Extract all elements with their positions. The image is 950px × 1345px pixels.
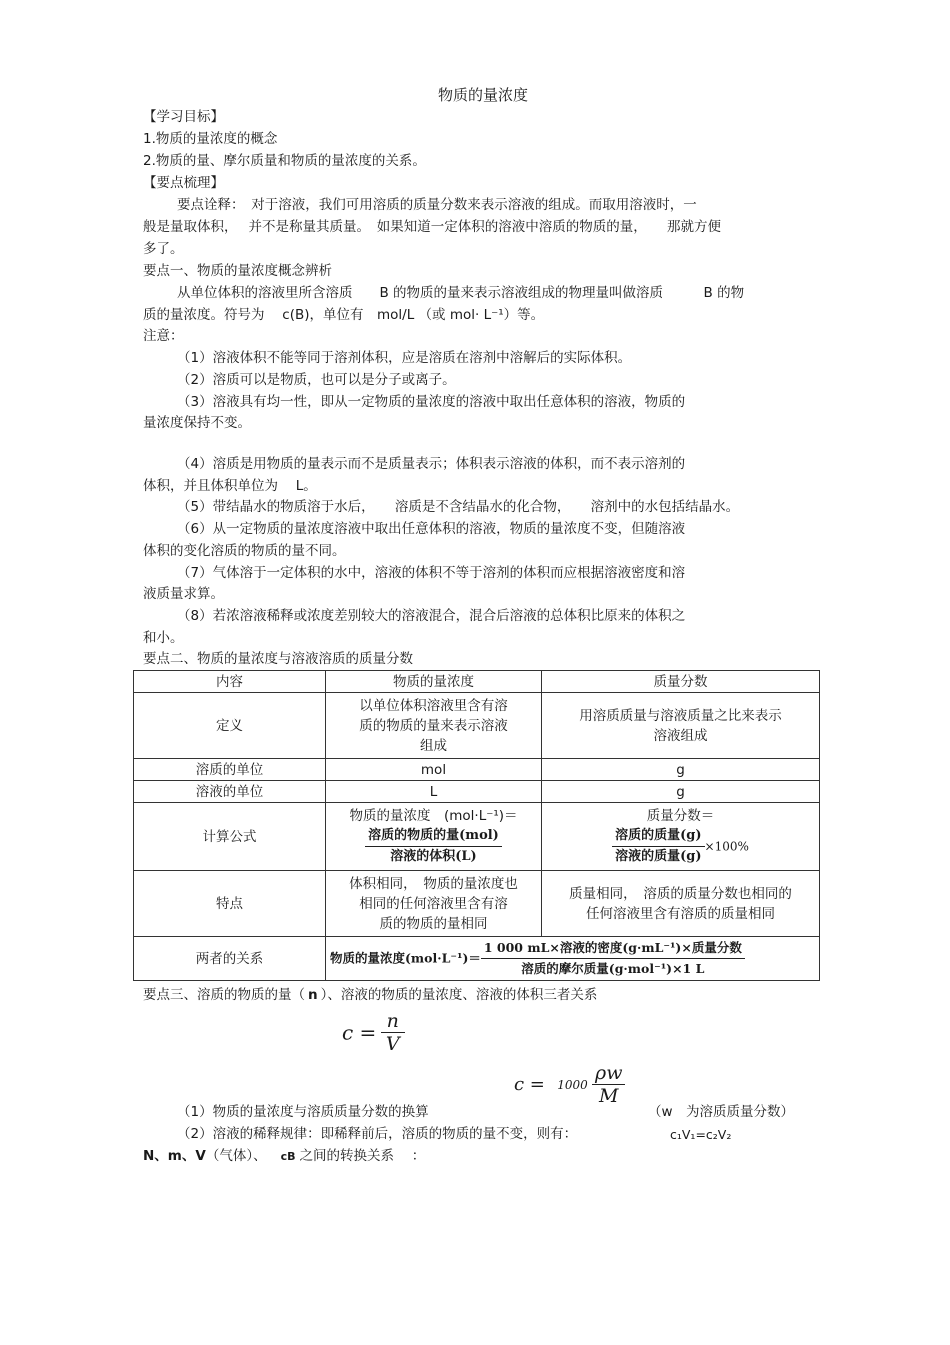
molar-concentration-fraction: $\frac{\text{溶质的物质的量(mol)}}{\text{溶液的体积(L)}}$: [365, 826, 502, 867]
note-item-continued: 和小。: [143, 630, 184, 646]
table-cell: g: [542, 759, 820, 781]
point1-paragraph-line: 从单位体积的溶液里所含溶质 B 的物质的量来表示溶液组成的物理量叫做溶质 B 的物: [177, 285, 745, 301]
formula-c-equals-n-over-v: c = $\frac{n}{V}$: [342, 1010, 405, 1055]
table-row-label: 定义: [134, 693, 326, 759]
table-cell: 物质的量浓度 (mol·L⁻¹)＝ $\frac{\text{溶质的物质的量(mol)}}{\text{溶液的体积(L)}}$: [326, 803, 542, 871]
note-item: （1）溶液体积不能等同于溶剂体积，应是溶质在溶剂中溶解后的实际体积。: [177, 350, 632, 366]
table-cell: 用溶质质量与溶液质量之比来表示 溶液组成: [542, 693, 820, 759]
relationship-fraction: $\frac{\text{1 000 mL×溶液的密度(g·mL⁻¹)×质量分数}}{\text{溶质的摩尔质量(g·mol⁻¹)×1 L}}$: [481, 938, 745, 979]
table-cell: 质量相同， 溶质的质量分数也相同的 任何溶液里含有溶质的质量相同: [542, 871, 820, 937]
formula-c-equals-1000-rho-w-over-m: c = 1000 $\frac{\rho w}{M}$: [514, 1062, 625, 1107]
table-cell: mol: [326, 759, 542, 781]
item-1-note: （w 为溶质质量分数）: [648, 1104, 795, 1120]
table-row-label: 两者的关系: [134, 937, 326, 981]
note-item: （8）若浓溶液稀释或浓度差别较大的溶液混合，混合后溶液的总体积比原来的体积之: [177, 608, 686, 624]
table-row-label: 特点: [134, 871, 326, 937]
item-1: （1）物质的量浓度与溶质质量分数的换算: [177, 1104, 429, 1120]
section-heading-points: 【要点梳理】: [143, 175, 224, 191]
note-item: （3）溶液具有均一性，即从一定物质的量浓度的溶液中取出任意体积的溶液，物质的: [177, 394, 686, 410]
note-item: （6）从一定物质的量浓度溶液中取出任意体积的溶液，物质的量浓度不变，但随溶液: [177, 521, 686, 537]
table-cell: L: [326, 781, 542, 803]
point2-heading: 要点二、物质的量浓度与溶液溶质的质量分数: [143, 651, 413, 667]
table-row: [134, 693, 820, 759]
table-header-row: [134, 671, 820, 693]
table-cell: 体积相同， 物质的量浓度也 相同的任何溶液里含有溶 质的物质的量相同: [326, 871, 542, 937]
point1-heading: 要点一、物质的量浓度概念辨析: [143, 263, 332, 279]
table-header-cell: 质量分数: [542, 671, 820, 693]
point1-paragraph-line: 质的量浓度。符号为 c(B)，单位有 mol/L （或 mol· L⁻¹）等。: [143, 307, 545, 323]
table-header-cell: 内容: [134, 671, 326, 693]
table-cell: g: [542, 781, 820, 803]
table-header-cell: 物质的量浓度: [326, 671, 542, 693]
intro-paragraph-line: 要点诠释： 对于溶液，我们可用溶质的质量分数来表示溶液的组成。而取用溶液时，一: [177, 197, 697, 213]
table-row: [134, 871, 820, 937]
table-row-label: 计算公式: [134, 803, 326, 871]
table-cell: 质量分数＝ $\frac{\text{溶质的质量(g)}}{\text{溶液的质量(g)}}$ ×100%: [542, 803, 820, 871]
note-item: （4）溶质是用物质的量表示而不是质量表示；体积表示溶液的体积，而不表示溶剂的: [177, 456, 686, 472]
note-item: （5）带结晶水的物质溶于水后， 溶质是不含结晶水的化合物， 溶剂中的水包括结晶水。: [177, 499, 740, 515]
conversion-relation-line: N、m、V（气体）、 cB 之间的转换关系 ：: [143, 1148, 426, 1164]
comparison-table: [133, 670, 820, 981]
intro-paragraph-line: 般是量取体积， 并不是称量其质量。 如果知道一定体积的溶液中溶质的物质的量， 那就方便: [143, 219, 722, 235]
note-item-continued: 体积，并且体积单位为 L。: [143, 478, 317, 494]
objective-1: 1.物质的量浓度的概念: [143, 131, 278, 147]
objective-2: 2.物质的量、摩尔质量和物质的量浓度的关系。: [143, 153, 426, 169]
table-row: [134, 937, 820, 981]
table-row-label: 溶液的单位: [134, 781, 326, 803]
table-row: [134, 759, 820, 781]
table-cell: 以单位体积溶液里含有溶 质的物质的量来表示溶液 组成: [326, 693, 542, 759]
table-cell-relationship: 物质的量浓度(mol·L⁻¹)＝ $\frac{\text{1 000 mL×溶液的密度(g·mL⁻¹)×质量分数}}{\text{溶质的摩尔质量(g·mol⁻¹)×1 L}}$: [326, 937, 820, 981]
page-title: 物质的量浓度: [438, 86, 529, 104]
note-item-continued: 体积的变化溶质的物质的量不同。: [143, 543, 346, 559]
note-label: 注意：: [143, 328, 184, 344]
note-item-continued: 液质量求算。: [143, 586, 224, 602]
intro-paragraph-line: 多了。: [143, 241, 184, 257]
mass-fraction-fraction: $\frac{\text{溶质的质量(g)}}{\text{溶液的质量(g)}}$: [612, 826, 704, 867]
dilution-formula: c₁V₁=c₂V₂: [670, 1127, 732, 1142]
section-heading-objectives: 【学习目标】: [143, 109, 224, 125]
item-2: （2）溶液的稀释规律：即稀释前后，溶质的物质的量不变，则有：: [177, 1126, 578, 1142]
table-row: [134, 803, 820, 871]
table-row: [134, 781, 820, 803]
note-item: （2）溶质可以是物质，也可以是分子或离子。: [177, 372, 456, 388]
note-item: （7）气体溶于一定体积的水中，溶液的体积不等于溶剂的体积而应根据溶液密度和溶: [177, 565, 686, 581]
table-row-label: 溶质的单位: [134, 759, 326, 781]
note-item-continued: 量浓度保持不变。: [143, 415, 251, 431]
point3-heading: 要点三、溶质的物质的量（ n ）、溶液的物质的量浓度、溶液的体积三者关系: [143, 987, 598, 1003]
